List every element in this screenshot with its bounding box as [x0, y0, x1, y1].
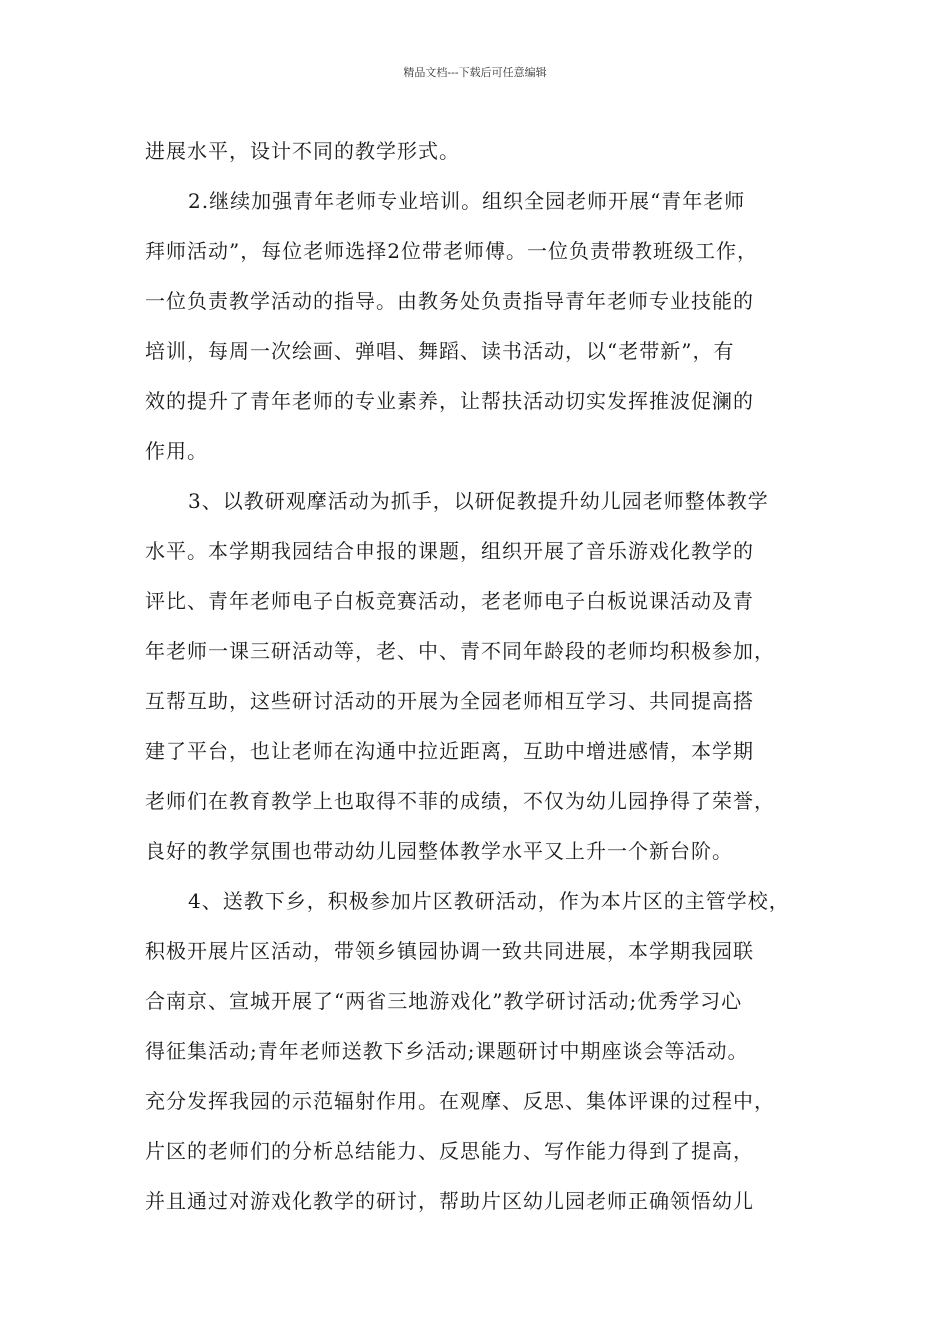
text-line: 评比、青年老师电子白板竞赛活动，老老师电子白板说课活动及青: [145, 589, 754, 613]
text-line: 得征集活动;青年老师送教下乡活动;课题研讨中期座谈会等活动。: [145, 1039, 749, 1063]
text-line: 2.继续加强青年老师专业培训。组织全园老师开展“青年老师: [188, 189, 746, 213]
text-line: 良好的教学氛围也带动幼儿园整体教学水平又上升一个新台阶。: [145, 839, 733, 863]
text-line: 一位负责教学活动的指导。由教务处负责指导青年老师专业技能的: [145, 289, 754, 313]
page-header: 精品文档---下载后可任意编辑: [403, 66, 547, 79]
text-line: 水平。本学期我园结合申报的课题，组织开展了音乐游戏化教学的: [145, 539, 754, 563]
text-line: 片区的老师们的分析总结能力、反思能力、写作能力得到了提高，: [145, 1139, 754, 1163]
text-line: 效的提升了青年老师的专业素养，让帮扶活动切实发挥推波促澜的: [145, 389, 754, 413]
text-line: 培训，每周一次绘画、弹唱、舞蹈、读书活动，以“老带新”，有: [145, 339, 735, 363]
text-line: 合南京、宣城开展了“两省三地游戏化”教学研讨活动;优秀学习心: [145, 989, 743, 1013]
text-line: 并且通过对游戏化教学的研讨，帮助片区幼儿园老师正确领悟幼儿: [145, 1189, 754, 1213]
text-line: 进展水平，设计不同的教学形式。: [145, 139, 460, 163]
text-line: 拜师活动”，每位老师选择2位带老师傅。一位负责带教班级工作，: [145, 239, 758, 263]
text-line: 积极开展片区活动，带领乡镇园协调一致共同进展，本学期我园联: [145, 939, 754, 963]
text-line: 老师们在教育教学上也取得不菲的成绩，不仅为幼儿园挣得了荣誉，: [145, 789, 775, 813]
text-line: 4、送教下乡，积极参加片区教研活动，作为本片区的主管学校，: [188, 889, 790, 913]
text-line: 建了平台，也让老师在沟通中拉近距离，互助中增进感情，本学期: [145, 739, 754, 763]
text-line: 作用。: [145, 439, 208, 463]
text-line: 充分发挥我园的示范辐射作用。在观摩、反思、集体评课的过程中，: [145, 1089, 775, 1113]
text-line: 3、以教研观摩活动为抓手，以研促教提升幼儿园老师整体教学: [188, 489, 769, 513]
text-line: 年老师一课三研活动等，老、中、青不同年龄段的老师均积极参加，: [145, 639, 775, 663]
text-line: 互帮互助，这些研讨活动的开展为全园老师相互学习、共同提高搭: [145, 689, 754, 713]
